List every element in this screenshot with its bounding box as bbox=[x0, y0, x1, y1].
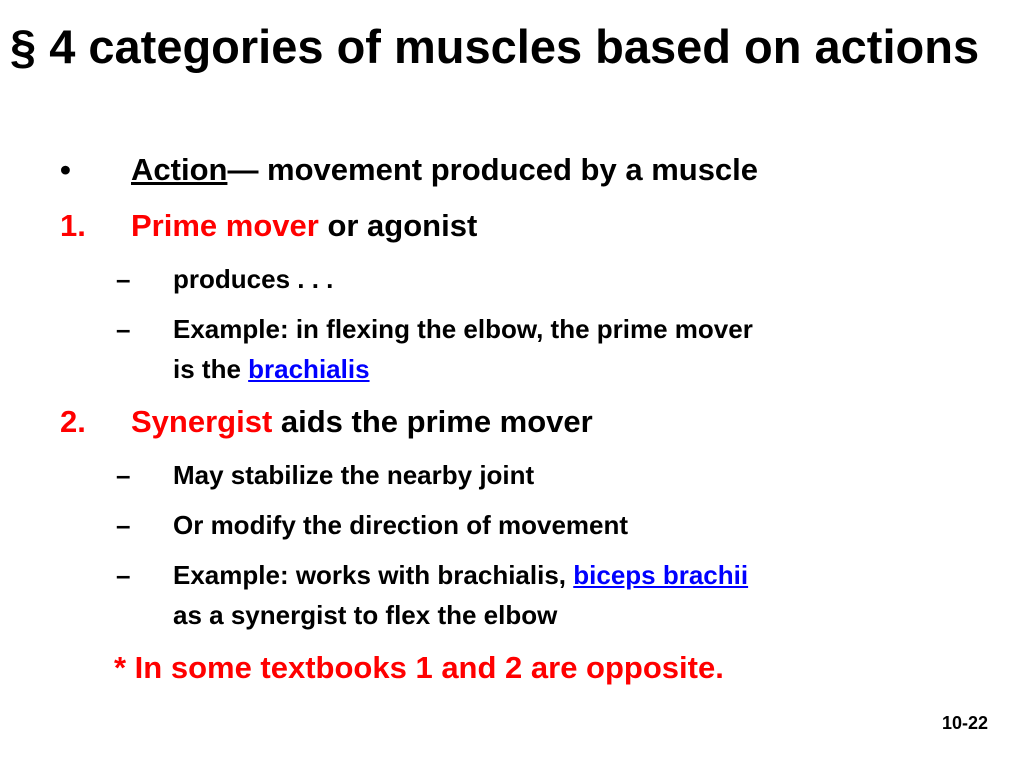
textbook-note: * In some textbooks 1 and 2 are opposite. bbox=[114, 650, 724, 685]
syn-example-prefix: Example: works with brachialis, bbox=[173, 560, 574, 590]
item-prime-mover bbox=[131, 208, 477, 244]
syn-sub-example-line2: as a synergist to flex the elbow bbox=[173, 600, 558, 630]
item-synergist bbox=[131, 404, 593, 440]
bullet-action bbox=[131, 152, 758, 188]
action-definition: — movement produced by a muscle bbox=[227, 152, 759, 187]
dash-marker: – bbox=[116, 510, 131, 540]
list-number-1: 1. bbox=[60, 208, 86, 243]
syn-sub-modify: Or modify the direction of movement bbox=[173, 510, 629, 540]
biceps-brachii-link[interactable]: biceps brachii bbox=[573, 560, 749, 590]
prime-sub-example-line1: Example: in flexing the elbow, the prime mover bbox=[173, 314, 753, 344]
prime-mover-term: Prime mover bbox=[131, 208, 319, 243]
prime-mover-rest: or agonist bbox=[318, 208, 478, 243]
dash-marker: – bbox=[116, 314, 131, 344]
brachialis-link[interactable]: brachialis bbox=[248, 354, 370, 384]
synergist-term: Synergist bbox=[131, 404, 273, 439]
prime-sub-example-line2 bbox=[173, 352, 370, 386]
dash-marker: – bbox=[116, 560, 131, 590]
dash-marker: – bbox=[116, 460, 131, 490]
action-term: Action bbox=[131, 152, 228, 187]
prime-example-prefix: is the bbox=[173, 354, 249, 384]
slide-title: § 4 categories of muscles based on actions bbox=[10, 20, 980, 73]
slide-number: 10-22 bbox=[941, 713, 988, 733]
list-number-2: 2. bbox=[60, 404, 86, 439]
syn-sub-example-line1 bbox=[173, 558, 748, 592]
bullet-marker: • bbox=[60, 152, 71, 187]
prime-sub-produces: produces . . . bbox=[173, 264, 334, 294]
dash-marker: – bbox=[116, 264, 131, 294]
synergist-rest: aids the prime mover bbox=[272, 404, 593, 439]
syn-sub-stabilize: May stabilize the nearby joint bbox=[173, 460, 535, 490]
